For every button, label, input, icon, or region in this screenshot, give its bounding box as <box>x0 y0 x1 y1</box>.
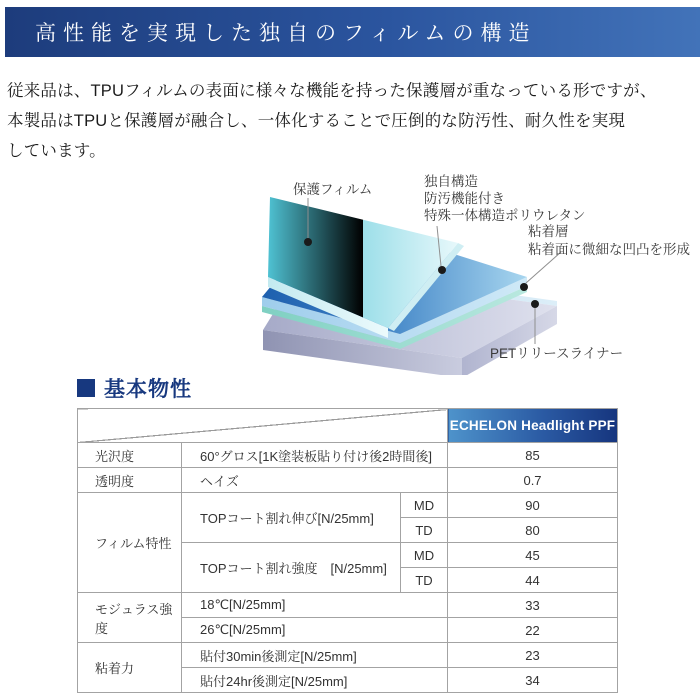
table-header-row <box>78 409 618 443</box>
basic-properties-heading <box>77 373 192 403</box>
property-cell: 60°グロス[1K塗装板貼り付け後2時間後] <box>182 443 448 468</box>
value-cell: 90 <box>448 493 618 518</box>
adhesive-dot <box>520 283 528 291</box>
unique-structure-label-2: 防汚機能付き <box>424 191 505 206</box>
value-cell: 33 <box>448 593 618 618</box>
pet-liner-dot <box>531 300 539 308</box>
protective-film-dot <box>304 238 312 246</box>
td-label-cell: TD <box>401 568 448 593</box>
td-label-cell: TD <box>401 518 448 543</box>
heading-square-icon <box>77 379 95 397</box>
value-cell: 23 <box>448 643 618 668</box>
table-row <box>78 593 618 618</box>
intro-line-2: 本製品はTPUと保護層が融合し、一体化することで圧倒的な防汚性、耐久性を実現 <box>7 112 626 130</box>
protective-film-label: 保護フィルム <box>293 182 373 197</box>
table-row <box>78 643 618 668</box>
md-label-cell: MD <box>401 493 448 518</box>
property-cell: ヘイズ <box>182 468 448 493</box>
unique-structure-label-3: 特殊一体構造ポリウレタン <box>424 208 586 223</box>
value-cell: 44 <box>448 568 618 593</box>
value-cell: 85 <box>448 443 618 468</box>
property-cell: 貼付24hr後測定[N/25mm] <box>182 668 448 693</box>
intro-line-1: 従来品は、TPUフィルムの表面に様々な機能を持った保護層が重なっている形ですが、 <box>7 82 657 100</box>
product-column-header: ECHELON Headlight PPF <box>448 409 618 443</box>
adhesive-label-1: 粘着層 <box>528 224 569 239</box>
category-cell: 光沢度 <box>78 443 182 468</box>
table-row <box>78 443 618 468</box>
diagonal-header-cell <box>78 409 448 443</box>
property-cell: TOPコート割れ強度 [N/25mm] <box>182 543 401 593</box>
value-cell: 80 <box>448 518 618 543</box>
pet-liner-label: PETリリースライナー <box>490 346 624 361</box>
basic-properties-table <box>77 408 618 693</box>
intro-line-3: しています。 <box>7 142 106 160</box>
page-title: 高性能を実現した独自のフィルムの構造 <box>35 21 537 45</box>
category-cell: 透明度 <box>78 468 182 493</box>
value-cell: 34 <box>448 668 618 693</box>
category-cell: 粘着力 <box>78 643 182 693</box>
section-header-bar <box>5 7 700 57</box>
intro-paragraph <box>7 76 697 166</box>
category-cell: モジュラス強度 <box>78 593 182 643</box>
property-cell: 26℃[N/25mm] <box>182 618 448 643</box>
property-cell: 貼付30min後測定[N/25mm] <box>182 643 448 668</box>
value-cell: 22 <box>448 618 618 643</box>
md-label-cell: MD <box>401 543 448 568</box>
heading-title: 基本物性 <box>104 378 192 401</box>
table-row <box>78 468 618 493</box>
adhesive-label-2: 粘着面に微細な凹凸を形成 <box>528 242 690 257</box>
property-cell: 18℃[N/25mm] <box>182 593 448 618</box>
table-row <box>78 493 618 518</box>
value-cell: 45 <box>448 543 618 568</box>
category-cell: フィルム特性 <box>78 493 182 593</box>
value-cell: 0.7 <box>448 468 618 493</box>
unique-structure-dot <box>438 266 446 274</box>
unique-structure-label-1: 独自構造 <box>424 174 478 189</box>
film-structure-diagram <box>0 168 700 375</box>
property-cell: TOPコート割れ伸び[N/25mm] <box>182 493 401 543</box>
